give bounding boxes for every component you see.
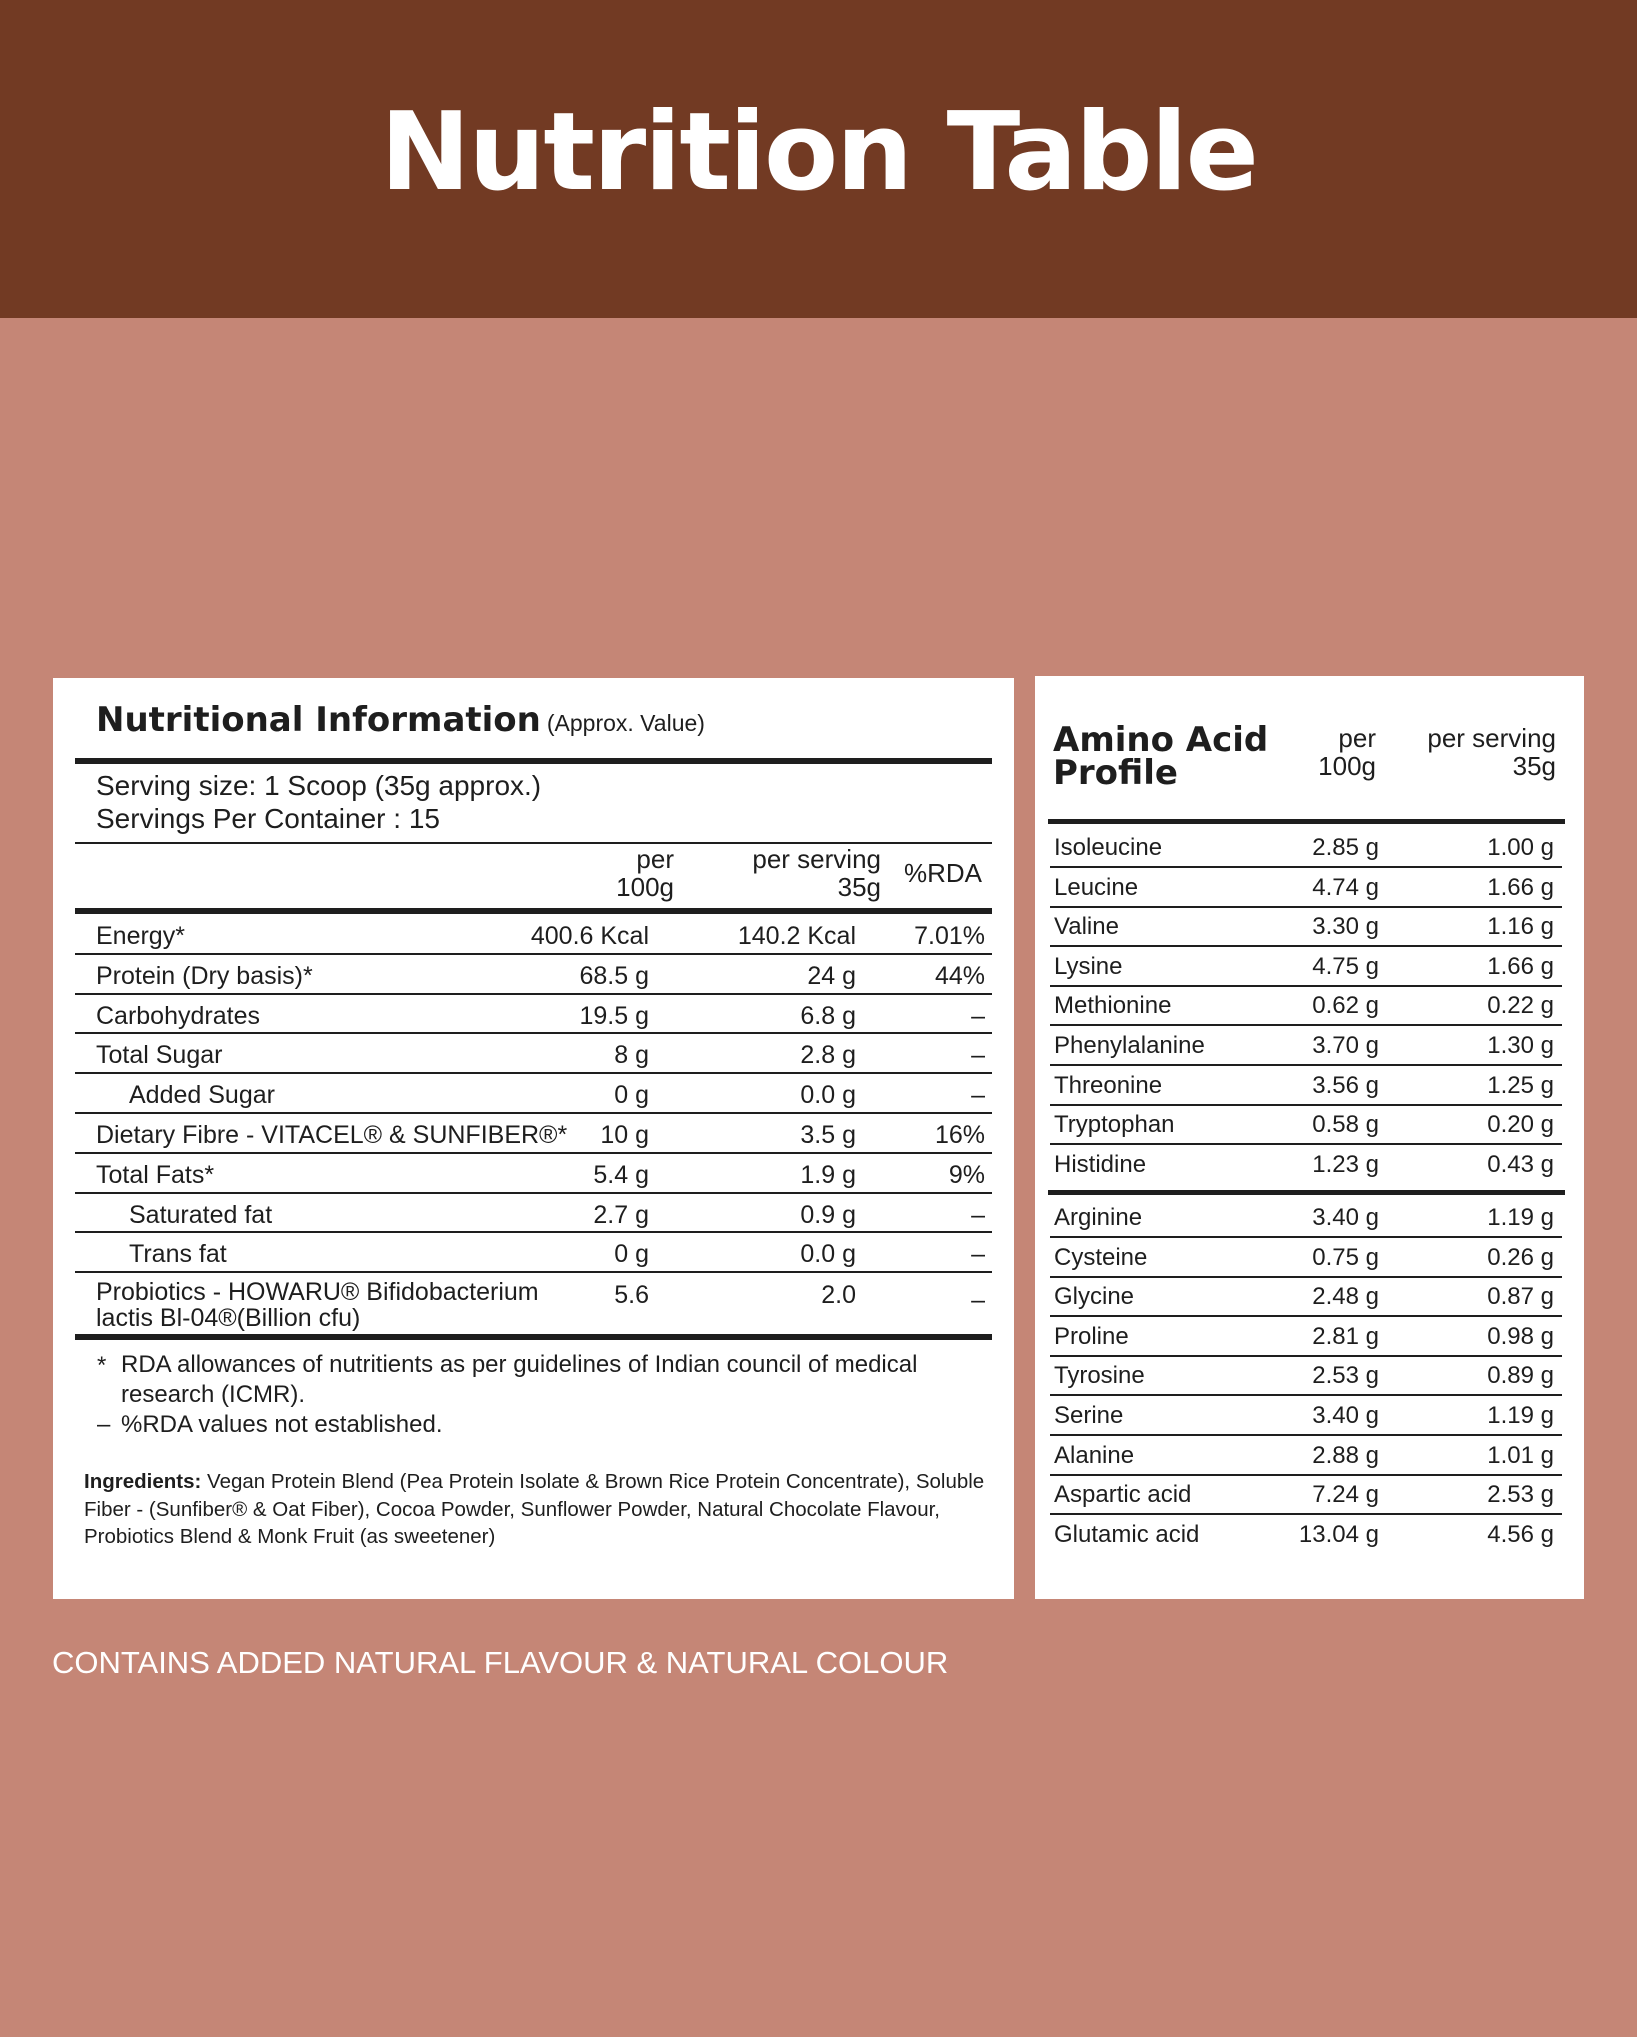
amino-name: Cysteine (1054, 1243, 1148, 1271)
table-row (75, 915, 992, 955)
row-name: Dietary Fibre - VITACEL® & SUNFIBER®* (96, 1121, 568, 1149)
amino-per-serving: 0.20 g (1487, 1111, 1554, 1139)
nutrition-title-note: (Approx. Value) (546, 710, 705, 736)
amino-name: Proline (1054, 1322, 1129, 1350)
amino-per-serving: 0.22 g (1487, 992, 1554, 1020)
amino-per-100g: 7.24 g (1312, 1481, 1379, 1509)
amino-per-100g: 3.56 g (1312, 1071, 1379, 1099)
amino-name: Phenylalanine (1054, 1032, 1205, 1059)
amino-per-100g: 2.53 g (1312, 1362, 1379, 1390)
amino-row (1050, 907, 1562, 947)
amino-name: Tryptophan (1054, 1111, 1175, 1139)
col-per-serving-line1: per serving (752, 844, 881, 874)
amino-col-per-100g-line2: 100g (1318, 751, 1376, 781)
footnote-star-line2: research (ICMR). (121, 1381, 306, 1408)
row-rda: – (971, 1240, 985, 1269)
row-per-serving: 140.2 Kcal (737, 922, 856, 950)
row-per-100g: 2.7 g (593, 1200, 649, 1229)
table-row-probiotics (75, 1274, 992, 1334)
thick-divider (1048, 819, 1565, 824)
amino-name: Tyrosine (1054, 1362, 1145, 1390)
amino-per-serving: 0.87 g (1487, 1283, 1554, 1311)
servings-per-container: Servings Per Container : 15 (96, 803, 440, 834)
row-name: Saturated fat (129, 1200, 273, 1229)
thick-divider (75, 1334, 992, 1340)
amino-name: Arginine (1054, 1204, 1143, 1231)
amino-row (1050, 1026, 1562, 1066)
amino-row (1050, 1198, 1562, 1238)
amino-title-line2: Profile (1053, 753, 1178, 793)
amino-per-serving: 1.01 g (1487, 1441, 1554, 1469)
amino-row (1050, 1066, 1562, 1106)
amino-name: Threonine (1054, 1071, 1163, 1099)
thick-divider (75, 908, 992, 914)
amino-name: Serine (1054, 1402, 1124, 1429)
amino-per-100g: 13.04 g (1298, 1520, 1379, 1548)
table-row (75, 955, 992, 995)
amino-row (1050, 986, 1562, 1026)
ingredients-text: Vegan Protein Blend (Pea Protein Isolate & Brown Rice Protein Concentrate), Soluble Fiber - (Sunfiber® & Oat Fiber), Cocoa Powder, Sunflower Powder, Natural Chocolate Flavour, Probiotics Blend & Monk Fruit (as sweetener) (84, 1470, 985, 1548)
row-per-100g: 400.6 Kcal (530, 922, 649, 950)
amino-col-per-serving-line1: per serving (1427, 723, 1556, 753)
row-rda: 16% (934, 1121, 985, 1149)
amino-per-100g: 2.88 g (1312, 1441, 1379, 1469)
col-per-100g-line1: per (636, 844, 674, 874)
row-per-serving: 2.8 g (800, 1041, 856, 1070)
amino-name: Lysine (1054, 952, 1123, 980)
nutrition-title (96, 700, 705, 740)
row-per-100g: 68.5 g (579, 961, 649, 990)
row-name: Trans fat (129, 1240, 227, 1269)
row-name (96, 1279, 539, 1331)
row-per-100g: 0 g (614, 1240, 649, 1269)
footnote-star-line1: RDA allowances of nutritients as per guidelines of Indian council of medical (121, 1351, 918, 1378)
table-row (75, 1194, 992, 1234)
amino-row (1050, 947, 1562, 987)
amino-name: Aspartic acid (1054, 1481, 1192, 1509)
amino-row (1050, 1515, 1562, 1553)
row-rda: – (971, 1001, 985, 1030)
col-per-serving (752, 845, 881, 901)
row-rda: – (971, 1200, 985, 1229)
row-per-serving: 0.9 g (800, 1200, 856, 1229)
serving-size: Serving size: 1 Scoop (35g approx.) (96, 770, 542, 801)
row-per-serving: 2.0 (821, 1281, 856, 1309)
row-name: Protein (Dry basis)* (96, 961, 313, 990)
row-name: Energy* (96, 922, 185, 950)
amino-per-serving: 0.43 g (1487, 1150, 1554, 1178)
footnote-star-symbol: * (97, 1352, 107, 1379)
amino-per-100g: 3.70 g (1312, 1032, 1379, 1059)
nutrition-panel (53, 678, 1014, 1599)
amino-row (1050, 1145, 1562, 1183)
amino-name: Histidine (1054, 1150, 1147, 1178)
thick-divider (1048, 1190, 1565, 1195)
amino-per-100g: 0.75 g (1312, 1243, 1379, 1271)
amino-title-line1: Amino Acid (1053, 720, 1269, 760)
amino-row (1050, 1317, 1562, 1357)
amino-per-serving: 0.98 g (1487, 1322, 1554, 1350)
col-per-100g-line2: 100g (616, 872, 674, 902)
amino-per-serving: 2.53 g (1487, 1481, 1554, 1509)
amino-per-100g: 0.62 g (1312, 992, 1379, 1020)
amino-per-100g: 0.58 g (1312, 1111, 1379, 1139)
row-per-serving: 0.0 g (800, 1081, 856, 1110)
amino-per-serving: 1.19 g (1487, 1204, 1554, 1231)
amino-name: Leucine (1054, 873, 1139, 901)
row-name: Carbohydrates (96, 1001, 260, 1030)
amino-acid-panel (1035, 676, 1584, 1599)
amino-row (1050, 1238, 1562, 1278)
row-per-serving: 24 g (807, 961, 856, 990)
amino-per-100g: 3.40 g (1312, 1402, 1379, 1429)
amino-row (1050, 1475, 1562, 1515)
amino-per-serving: 1.30 g (1487, 1032, 1554, 1059)
amino-col-per-100g-line1: per (1338, 723, 1376, 753)
row-per-serving: 0.0 g (800, 1240, 856, 1269)
nutrition-title-text: Nutritional Information (96, 700, 541, 740)
amino-per-serving: 0.89 g (1487, 1362, 1554, 1390)
header-banner (0, 0, 1637, 318)
row-name: Added Sugar (129, 1081, 275, 1110)
amino-name: Methionine (1054, 992, 1172, 1020)
amino-row (1050, 1356, 1562, 1396)
row-name-line2: lactis Bl-04®(Billion cfu) (96, 1304, 361, 1332)
ingredients-label: Ingredients: (84, 1470, 202, 1493)
row-per-serving: 1.9 g (800, 1160, 856, 1189)
table-row (75, 1034, 992, 1074)
amino-per-100g: 2.85 g (1312, 834, 1379, 861)
amino-row (1050, 868, 1562, 908)
amino-per-serving: 1.16 g (1487, 913, 1554, 941)
row-rda: 44% (934, 961, 985, 990)
table-row (75, 1074, 992, 1114)
amino-name: Valine (1054, 913, 1119, 941)
row-per-100g: 0 g (614, 1081, 649, 1110)
row-per-serving: 6.8 g (800, 1001, 856, 1030)
row-rda: – (971, 1041, 985, 1070)
amino-name: Glutamic acid (1054, 1520, 1200, 1548)
amino-per-100g: 4.75 g (1312, 952, 1379, 980)
amino-per-100g: 1.23 g (1312, 1150, 1379, 1178)
col-per-serving-line2: 35g (837, 872, 881, 902)
row-name: Total Sugar (96, 1041, 223, 1070)
row-per-100g: 8 g (614, 1041, 649, 1070)
amino-per-serving: 0.26 g (1487, 1243, 1554, 1271)
amino-name: Isoleucine (1054, 834, 1163, 861)
amino-title (1053, 720, 1269, 793)
row-name-line1: Probiotics - HOWARU® Bifidobacterium (96, 1278, 539, 1306)
row-rda: – (971, 1286, 985, 1314)
row-rda: 9% (948, 1160, 985, 1189)
amino-per-serving: 1.00 g (1487, 834, 1554, 861)
row-per-serving: 3.5 g (800, 1121, 856, 1149)
table-row (75, 1233, 992, 1273)
amino-per-serving: 1.19 g (1487, 1402, 1554, 1429)
table-row (75, 1114, 992, 1154)
table-row (75, 1154, 992, 1194)
amino-per-100g: 3.40 g (1312, 1204, 1379, 1231)
amino-name: Glycine (1054, 1283, 1135, 1311)
footnote-dash: %RDA values not established. (121, 1411, 443, 1438)
amino-col-per-100g (1318, 724, 1376, 780)
amino-row (1050, 1277, 1562, 1317)
table-row (75, 995, 992, 1035)
amino-row (1050, 1105, 1562, 1145)
amino-row (1050, 1436, 1562, 1476)
row-per-100g: 19.5 g (579, 1001, 649, 1030)
row-rda: 7.01% (914, 922, 985, 950)
amino-per-100g: 2.48 g (1312, 1283, 1379, 1311)
amino-per-100g: 2.81 g (1312, 1322, 1379, 1350)
amino-per-100g: 3.30 g (1312, 913, 1379, 941)
amino-row (1050, 1396, 1562, 1436)
flavour-colour-note: CONTAINS ADDED NATURAL FLAVOUR & NATURAL COLOUR (52, 1645, 949, 1680)
row-rda: – (971, 1081, 985, 1110)
col-rda: %RDA (903, 858, 982, 888)
row-per-100g: 10 g (600, 1121, 649, 1149)
page-title: Nutrition Table (380, 90, 1257, 215)
amino-per-serving: 1.66 g (1487, 873, 1554, 901)
amino-col-per-serving (1427, 724, 1556, 780)
footnote-dash-symbol: – (97, 1411, 111, 1438)
amino-col-per-serving-line2: 35g (1512, 751, 1556, 781)
amino-row (1050, 828, 1562, 868)
amino-name: Alanine (1054, 1441, 1135, 1469)
ingredients (84, 1468, 1004, 1551)
thick-divider (75, 758, 992, 764)
amino-per-serving: 1.66 g (1487, 952, 1554, 980)
amino-per-100g: 4.74 g (1312, 873, 1379, 901)
row-name: Total Fats* (96, 1160, 215, 1189)
amino-per-serving: 4.56 g (1487, 1520, 1554, 1548)
amino-per-serving: 1.25 g (1487, 1071, 1554, 1099)
col-per-100g (616, 845, 674, 901)
row-per-100g: 5.4 g (593, 1160, 649, 1189)
row-per-100g: 5.6 (614, 1281, 649, 1309)
